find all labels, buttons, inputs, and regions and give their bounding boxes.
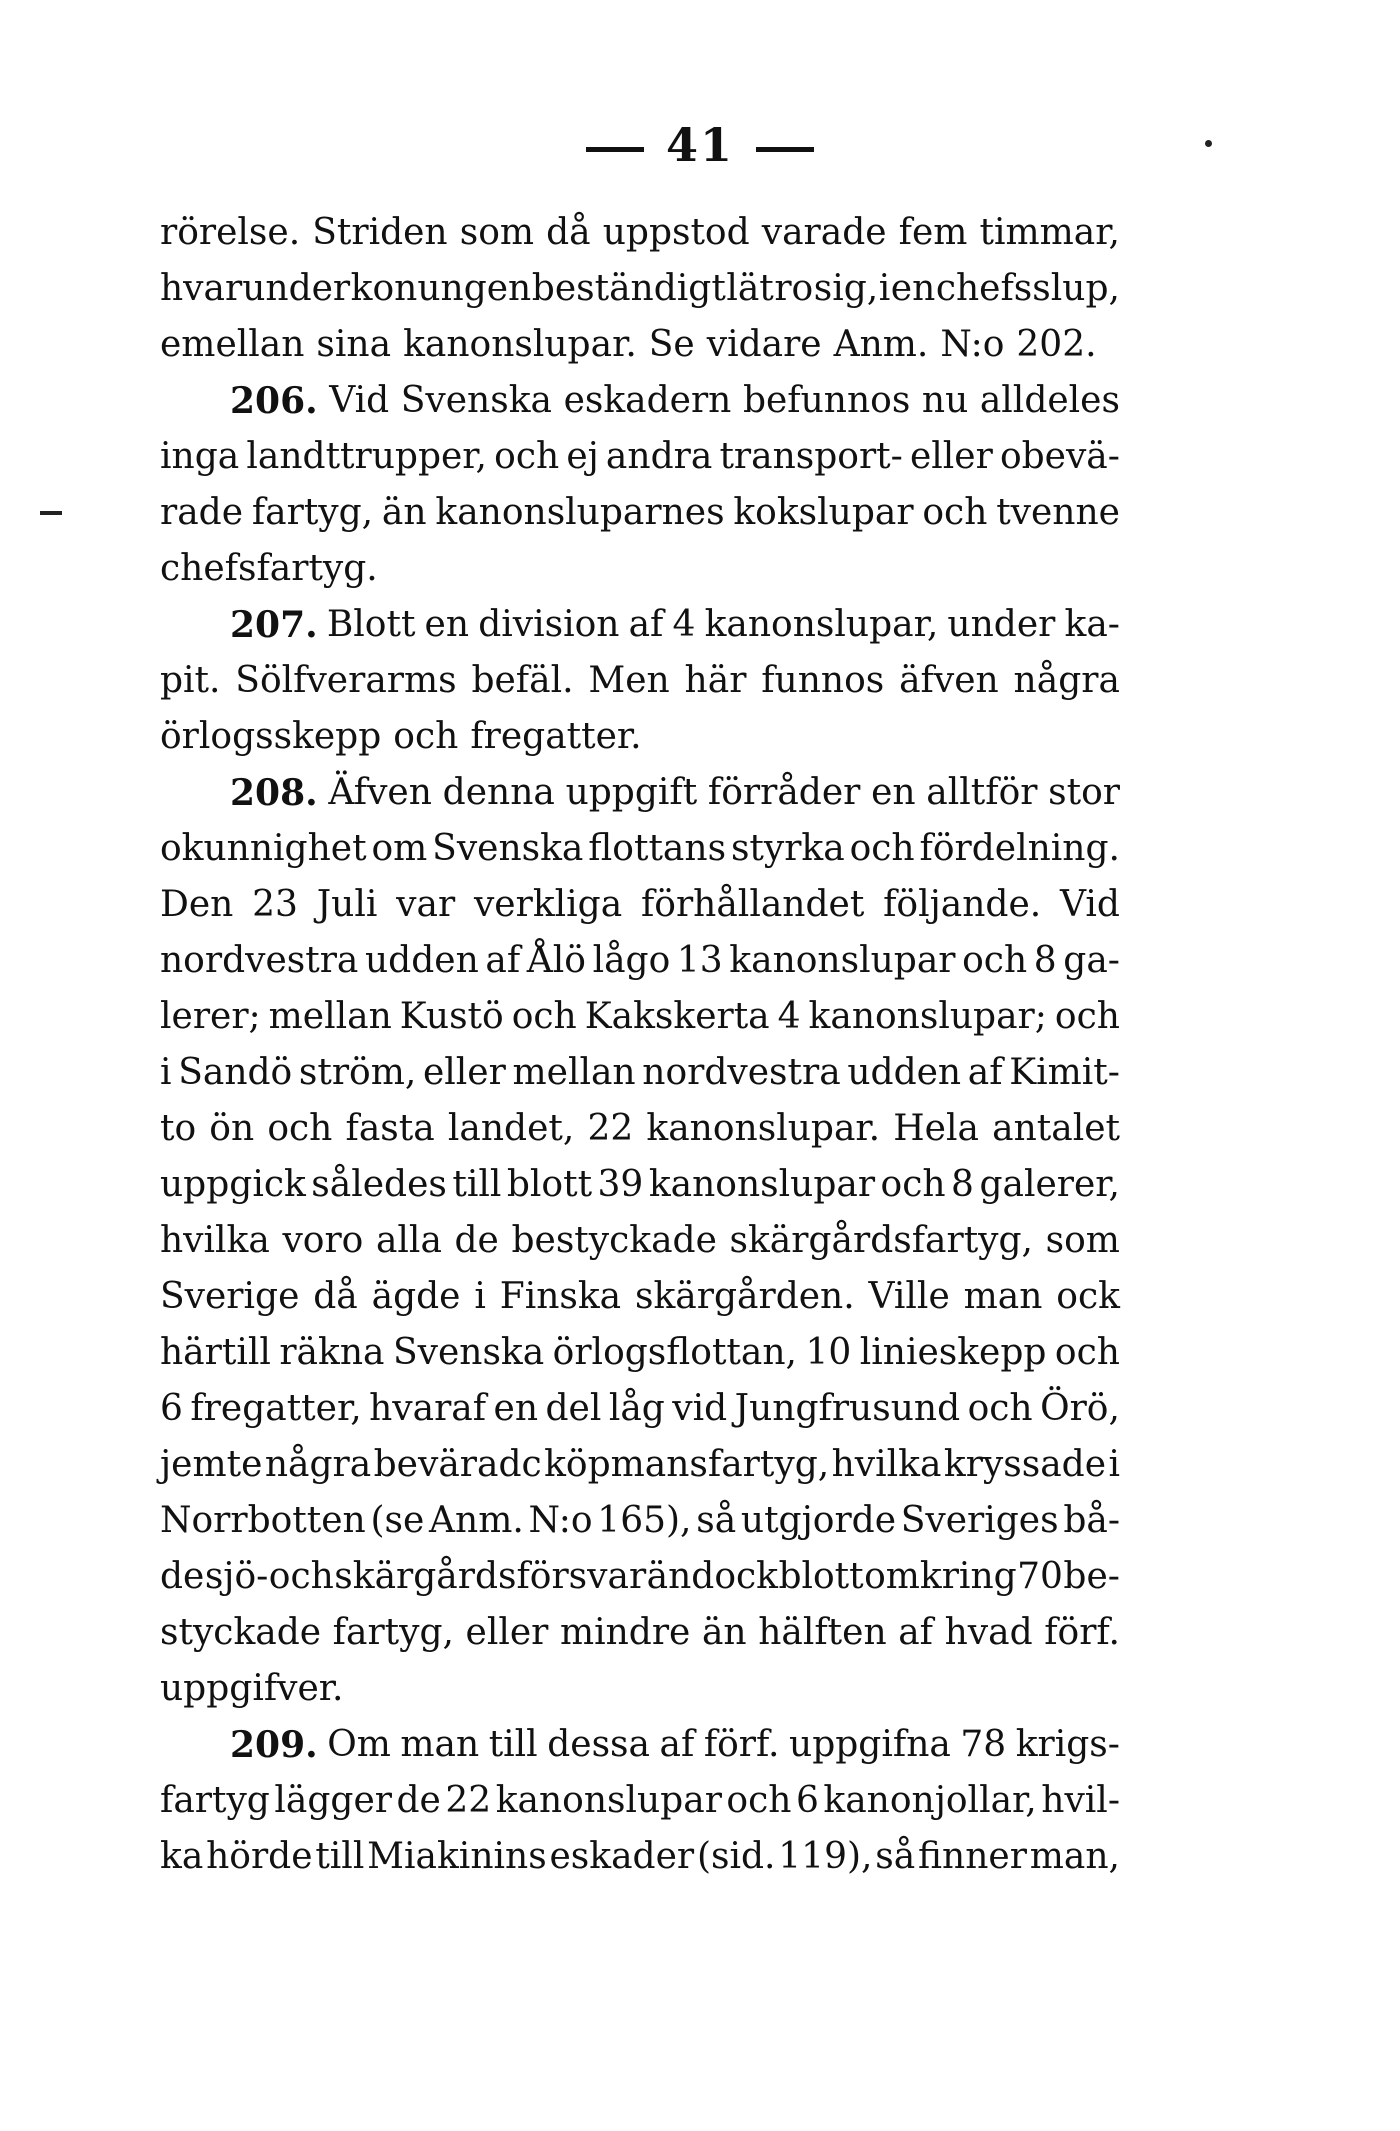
text-line: fartyg lägger de 22 kanonslupar och 6 kanonjollar, hvil- [160,1780,1120,1821]
text-line: hvarunder konungen beständigt lät ro sig, i en chefsslup, [160,268,1120,309]
text-line: okunnighet om Svenska flottans styrka och fördelning. [160,828,1120,869]
text-line: 207. Blott en division af 4 kanonslupar, under ka- [230,604,1120,646]
text-line: jemte några beväradc köpmansfartyg, hvilka kryssade i [160,1444,1120,1485]
text-line: Den 23 Juli var verkliga förhållandet följande. Vid [160,884,1120,925]
margin-mark [40,511,62,515]
header-dash-left [586,147,644,152]
text-line: lerer; mellan Kustö och Kakskerta 4 kanonslupar; och [160,996,1120,1037]
text-line: inga landttrupper, och ej andra transport- eller obevä- [160,436,1120,477]
text-line: ka hörde till Miakinins eskader (sid. 119), så finner man, [160,1836,1120,1877]
body-text [160,205,1120,1885]
text-line: to ön och fasta landet, 22 kanonslupar. Hela antalet [160,1108,1120,1149]
text-line: styckade fartyg, eller mindre än hälften af hvad förf. [160,1612,1120,1653]
text-line: Norrbotten (se Anm. N:o 165), så utgjorde Sveriges bå- [160,1500,1120,1541]
header-dash-right [756,147,814,152]
text-line: hvilka voro alla de bestyckade skärgårdsfartyg, som [160,1220,1120,1261]
text-line: rade fartyg, än kanonsluparnes kokslupar och tvenne [160,492,1120,533]
text-line: 206. Vid Svenska eskadern befunnos nu alldeles [230,380,1120,422]
text-line: uppgick således till blott 39 kanonslupar och 8 galerer, [160,1164,1120,1205]
text-line: härtill räkna Svenska örlogsflottan, 10 linieskepp och [160,1332,1120,1373]
text-line: chefsfartyg. [160,548,378,589]
text-line: emellan sina kanonslupar. Se vidare Anm. N:o 202. [160,324,1097,365]
text-line: Sverige då ägde i Finska skärgården. Ville man ock [160,1276,1120,1317]
page-header [0,118,1400,172]
text-line: i Sandö ström, eller mellan nordvestra udden af Kimit- [160,1052,1120,1093]
stray-mark [1205,140,1212,147]
page-number: 41 [665,118,734,172]
text-line: 6 fregatter, hvaraf en del låg vid Jungfrusund och Örö, [160,1388,1120,1429]
text-line: uppgifver. [160,1668,344,1709]
text-line: 209. Om man till dessa af förf. uppgifna 78 krigs- [230,1724,1120,1766]
text-line: rörelse. Striden som då uppstod varade fem timmar, [160,212,1120,253]
text-line: pit. Sölfverarms befäl. Men här funnos äfven några [160,660,1120,701]
text-line: örlogsskepp och fregatter. [160,716,642,757]
text-line: nordvestra udden af Ålö lågo 13 kanonslupar och 8 ga- [160,940,1120,981]
text-line: de sjö- och skärgårdsförsvar ändock blott omkring 70 be- [160,1556,1120,1597]
text-line: 208. Äfven denna uppgift förråder en alltför stor [230,772,1120,814]
